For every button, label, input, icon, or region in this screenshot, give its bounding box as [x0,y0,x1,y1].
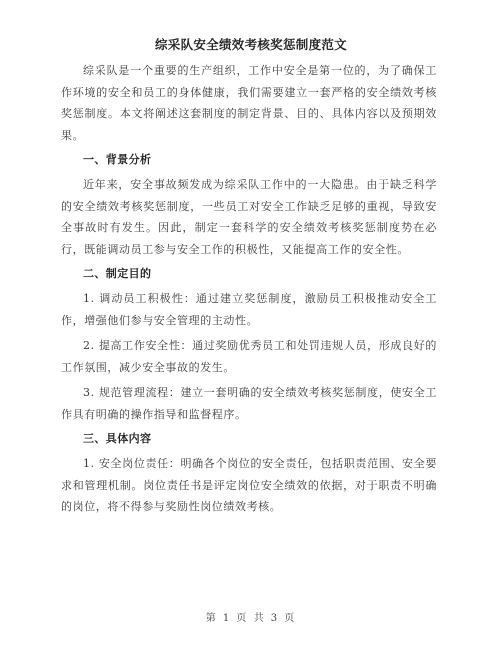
section-heading-content: 三、具体内容 [83,432,152,445]
purpose-item-3: 3. 规范管理流程：建立一套明确的安全绩效考核奖惩制度，使安全工作具有明确的操作指导和监督程序。 [61,386,437,421]
intro-paragraph: 综采队是一个重要的生产组织，工作中安全是第一位的，为了确保工作环境的安全和员工的身体健康，我们需要建立一套严格的安全绩效考核奖惩制度。本文将阐述这套制度的制定背景、目的、具体内容以及预期效果。 [61,64,437,142]
page-footer: 第 1 页 共 3 页 [205,613,297,624]
document-title: 综采队安全绩效考核奖惩制度范文 [154,37,347,52]
document-body [61,60,437,522]
content-item-1: 1. 安全岗位责任：明确各个岗位的安全责任，包括职责范围、安全要求和管理机制。岗位责任书是评定岗位安全绩效的依据，对于职责不明确的岗位，将不得参与奖励性岗位绩效考核。 [61,457,437,513]
section-heading-purpose: 二、制定目的 [83,267,152,280]
background-paragraph: 近年来，安全事故频发成为综采队工作中的一大隐患。由于缺乏科学的安全绩效考核奖惩制度，一些员工对安全工作缺乏足够的重视，导致安全事故时有发生。因此，制定一套科学的安全绩效考核奖惩制度势在必行，既能调动员工参与安全工作的积极性，又能提高工作的安全性。 [61,178,437,256]
purpose-item-2: 2. 提高工作安全性：通过奖励优秀员工和处罚违规人员，形成良好的工作氛围，减少安全事故的发生。 [61,339,437,374]
purpose-item-1: 1. 调动员工积极性：通过建立奖惩制度，激励员工积极推动安全工作，增强他们参与安全管理的主动性。 [61,292,437,327]
section-heading-background: 一、背景分析 [83,153,152,166]
